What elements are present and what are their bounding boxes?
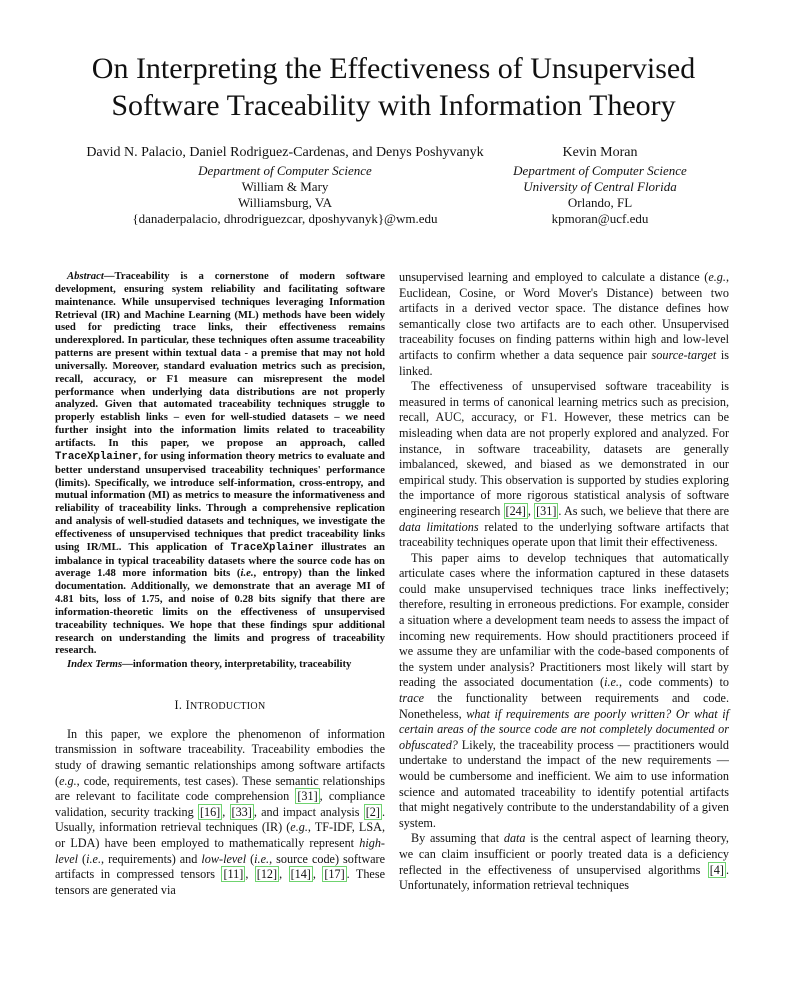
tool-name: TraceXplainer [230, 541, 314, 554]
left-column [55, 270, 385, 898]
author-location: Orlando, FL [567, 195, 633, 210]
abstract: Abstract—Traceability is a cornerstone of modern software development, ensuring system reliability and facilitating software maintenance. While unsupervised techniques leveraging Information Retrieval (IR) and Machine Learning (ML) methods have been widely used for predicting trace links, their effectiveness remains underexplored. In particular, these techniques often assume traceability patterns are present within textual data - a premise that may not hold universally. Moreover, standard evaluation metrics such as precision, recall, accuracy, or F1 measure can misrepresent the model performance when underlying data distributions are not properly analyzed. Given that automated traceability techniques struggle to properly establish links – even for well-studied datasets – we need further insight into the information limits related to traceability artifacts. In this paper, we propose an approach, called TraceXplainer, for using information theory metrics to evaluate and better understand unsupervised traceability techniques' performance (limits). Specifically, we introduce self-information, cross-entropy, and mutual information (MI) as metrics to measure the informativeness and reliability of traceability links. Through a comprehensive replication and analysis of well-studied datasets and techniques, we investigate the effectiveness of unsupervised techniques that predict traceability links using IR/ML. This application of TraceXplainer illustrates an imbalance in typical traceability datasets where the source code has on average 1.48 more information bits (i.e., entropy) than the linked documentation. Additionally, we demonstrate that an average MI of 4.81 bits, loss of 1.75, and noise of 0.28 bits signify that there are information-theoretic limits on the effectiveness of unsupervised traceability techniques. We hope that these findings spur additional research on understanding the limits and progress of traceability research. [55, 270, 385, 657]
title-line-1: On Interpreting the Effectiveness of Unsupervised [91, 52, 696, 85]
citation-link[interactable]: [17] [324, 867, 345, 882]
author-institution: University of Central Florida [523, 179, 677, 194]
index-terms: Index Terms—information theory, interpretability, traceability [67, 658, 352, 671]
citation-link[interactable]: [2] [365, 804, 380, 819]
index-terms-label: Index Terms [67, 658, 123, 671]
author-institution: William & Mary [241, 179, 329, 194]
citation-link[interactable]: [33] [231, 804, 252, 819]
citation-link[interactable]: [31] [297, 789, 318, 804]
author-block-wm [65, 144, 505, 227]
citation-link[interactable]: [31] [536, 503, 557, 518]
author-names: David N. Palacio, Daniel Rodriguez-Cardenas, and Denys Poshyvanyk [86, 145, 484, 160]
author-block-ucf [490, 144, 710, 227]
author-email: kpmoran@ucf.edu [551, 211, 649, 226]
body-paragraph: This paper aims to develop techniques that automatically articulate cases where the information captured in these datasets could make unsupervised techniques trace links ineffectively; therefore, resulting in erroneous predictions. For example, consider a situation where a development team needs to assess the impact of incoming new requirements. How should practitioners proceed if we assume they are unfamiliar with the code-based components of the system under analysis? Practitioners most likely will start by reading the associated documentation (i.e., code comments) to trace the functionality between requirements and code. Nonetheless, what if requirements are poorly written? Or what if certain areas of the source code are not completely documented or obfuscated? Likely, the traceability process — practitioners would undertake to understand the impact of the new requirements — would be cumbersome and inefficient. We aim to use information science and automated traceability to identify potential artifacts that might negatively contribute to the understandability of a given system. [399, 550, 729, 830]
author-email: {danaderpalacio, dhrodriguezcar, dposhyvanyk}@wm.edu [132, 211, 438, 226]
author-names: Kevin Moran [562, 145, 638, 160]
section-heading-introduction: I. INTRODUCTION [174, 698, 266, 713]
citation-link[interactable]: [4] [709, 862, 724, 877]
body-paragraph: unsupervised learning and employed to calculate a distance (e.g., Euclidean, Cosine, or Word Mover's Distance) between two artifacts in a derived vector space. The distance defines how semantically close two artifacts are to each other. Unsupervised traceability focuses on finding patterns within high and low-level artifacts to confirm whether a data sequence pair source-target is linked. [399, 270, 729, 378]
author-location: Williamsburg, VA [237, 195, 333, 210]
abstract-label: Abstract [67, 270, 104, 282]
title-line-2: Software Traceability with Information Theory [111, 89, 676, 122]
tool-name: TraceXplainer [55, 450, 139, 463]
citation-link[interactable]: [24] [505, 503, 526, 518]
citation-link[interactable]: [12] [256, 867, 278, 882]
citation-link[interactable]: [11] [223, 867, 244, 882]
citation-link[interactable]: [16] [199, 804, 221, 819]
author-department: Department of Computer Science [513, 163, 687, 178]
paper-title [0, 50, 787, 124]
right-column [399, 270, 729, 894]
author-department: Department of Computer Science [198, 163, 372, 178]
citation-link[interactable]: [14] [290, 867, 311, 882]
body-paragraph: By assuming that data is the central aspect of learning theory, we can claim insufficient or poorly treated data is a deficiency reflected in the effectiveness of unsupervised algorithms [4] . Unfortunately, information retrieval techniques [399, 831, 729, 893]
intro-paragraph: In this paper, we explore the phenomenon of information transmission in software traceability. Traceability embodies the study of drawing semantic relationships among software artifacts (e.g., code, requirements, test cases). These semantic relationships are relevant to facilitate code comprehension [31] , compliance validation, security tracking [16] , [33] , and impact analysis [2] . Usually, information retrieval techniques (IR) (e.g., TF-IDF, LSA, or LDA) have been employed to mathematically represent high-level (i.e., requirements) and low-level (i.e., source code) software artifacts in compressed tensors [11] , [12] , [14] , [17] . These tensors are generated via [55, 726, 386, 897]
body-paragraph: The effectiveness of unsupervised software traceability is measured in terms of canonical learning metrics such as precision, recall, AUC, accuracy, or F1. However, these metrics can be misleading when data are not properly explored and analyzed. For instance, in software traceability, datasets are generally imbalanced, skewed, and biased as we demonstrated in our empirical study. This observation is supported by studies exploring the importance of more rigorous statistical analysis of software engineering research [24] , [31] . As such, we believe that there are data limitations related to the underlying software artifacts that traceability techniques operate upon that limit their effectiveness. [399, 379, 730, 550]
